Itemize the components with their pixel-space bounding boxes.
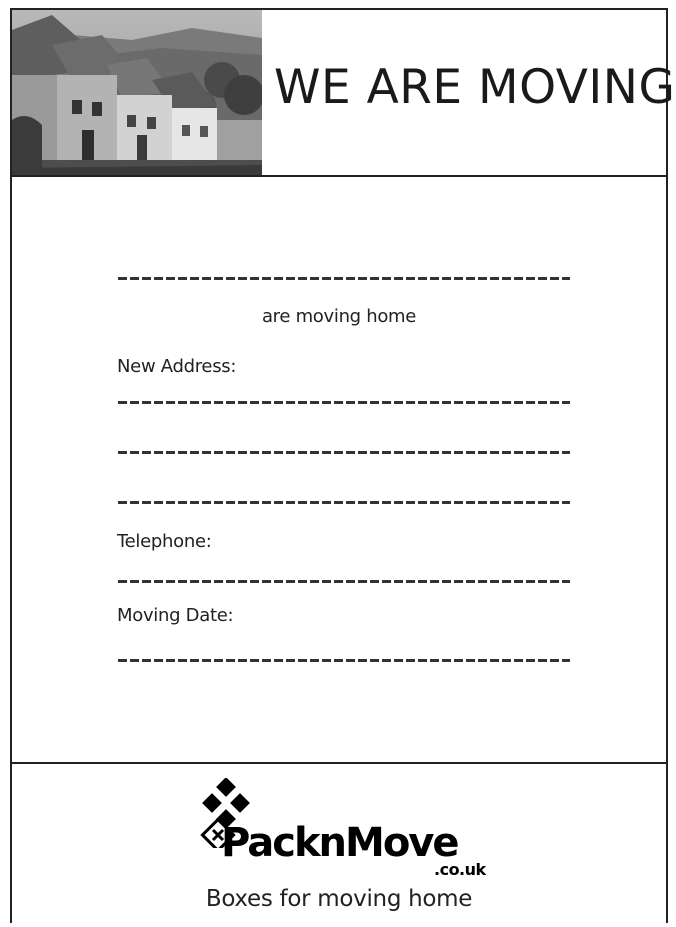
new-address-label: New Address:	[117, 356, 237, 377]
photo-illustration	[12, 10, 262, 175]
village-houses-photo	[12, 10, 262, 175]
address-line-3	[118, 501, 570, 504]
card-footer	[12, 762, 666, 927]
moving-card	[10, 8, 676, 923]
tagline: Boxes for moving home	[205, 886, 473, 912]
telephone-label: Telephone:	[117, 531, 212, 552]
logo-wordmark: PacknMove	[221, 820, 458, 866]
address-line-1	[118, 401, 570, 404]
packnmove-logo	[181, 774, 495, 878]
card-header	[12, 10, 676, 177]
logo-domain: .co.uk	[434, 860, 486, 879]
moving-date-label: Moving Date:	[117, 605, 234, 626]
names-line	[118, 277, 570, 280]
address-line-2	[118, 451, 570, 454]
names-caption: are moving home	[261, 306, 417, 327]
moving-date-line	[118, 659, 570, 662]
telephone-line	[118, 580, 570, 583]
page-title: WE ARE MOVING	[274, 60, 676, 115]
